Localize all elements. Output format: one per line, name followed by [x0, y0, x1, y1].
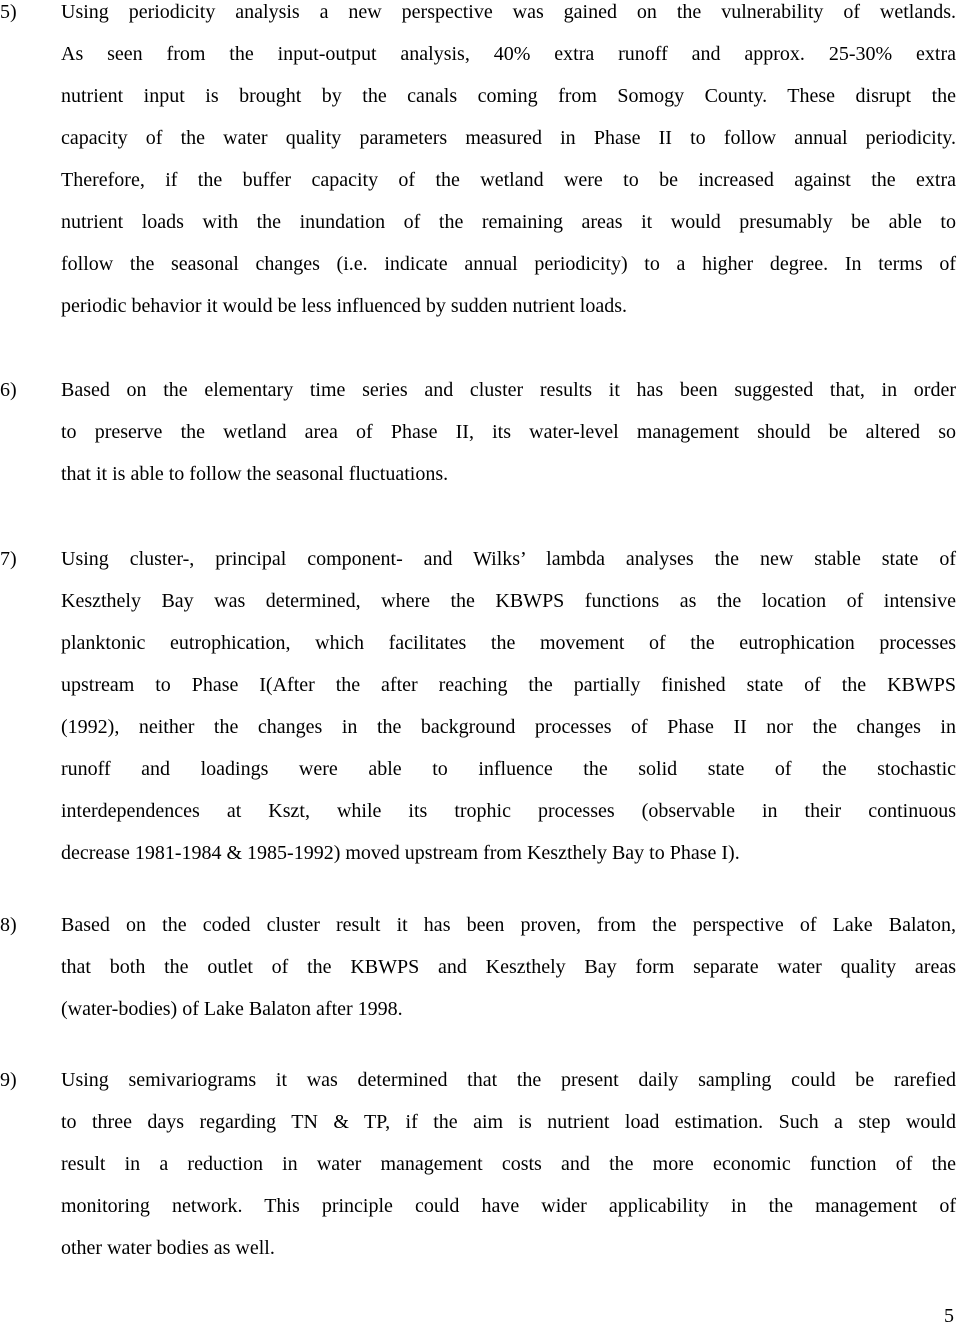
text-line: Based on the coded cluster result it has been proven, from the perspective of Lake Balaton, [61, 914, 956, 936]
text-line: to three days regarding TN & TP, if the aim is nutrient load estimation. Such a step would [61, 1111, 956, 1133]
paragraph [61, 0, 956, 327]
paragraph [61, 538, 956, 874]
item-number: 5) [0, 1, 17, 23]
text-line: Based on the elementary time series and cluster results it has been suggested that, in order [61, 379, 956, 401]
item-number: 6) [0, 379, 17, 401]
text-line: Using periodicity analysis a new perspective was gained on the vulnerability of wetlands. [61, 1, 956, 23]
text-line: result in a reduction in water management costs and the more economic function of the [61, 1153, 956, 1175]
text-line: runoff and loadings were able to influence the solid state of the stochastic [61, 758, 956, 780]
text-line: Therefore, if the buffer capacity of the wetland were to be increased against the extra [61, 169, 956, 191]
text-line: to preserve the wetland area of Phase II, its water-level management should be altered so [61, 421, 956, 443]
text-line: Using cluster-, principal component- and Wilks’ lambda analyses the new stable state of [61, 548, 956, 570]
text-line: other water bodies as well. [61, 1237, 275, 1259]
text-line: Keszthely Bay was determined, where the KBWPS functions as the location of intensive [61, 590, 956, 612]
text-line: planktonic eutrophication, which facilitates the movement of the eutrophication processes [61, 632, 956, 654]
text-line: that it is able to follow the seasonal fluctuations. [61, 463, 449, 485]
text-line: As seen from the input-output analysis, 40% extra runoff and approx. 25-30% extra [61, 43, 956, 65]
text-line: upstream to Phase I(After the after reaching the partially finished state of the KBWPS [61, 674, 956, 696]
text-line: nutrient loads with the inundation of the remaining areas it would presumably be able to [61, 211, 956, 233]
text-line: follow the seasonal changes (i.e. indicate annual periodicity) to a higher degree. In terms of [61, 253, 956, 275]
text-line: interdependences at Kszt, while its trophic processes (observable in their continuous [61, 800, 956, 822]
text-line: capacity of the water quality parameters measured in Phase II to follow annual periodicity. [61, 127, 956, 149]
paragraph [61, 369, 956, 495]
page-number: 5 [944, 1305, 954, 1327]
text-line: monitoring network. This principle could have wider applicability in the management of [61, 1195, 956, 1217]
text-line: that both the outlet of the KBWPS and Keszthely Bay form separate water quality areas [61, 956, 956, 978]
text-line: (1992), neither the changes in the background processes of Phase II nor the changes in [61, 716, 956, 738]
paragraph [61, 1059, 956, 1269]
item-number: 9) [0, 1069, 17, 1091]
text-line: periodic behavior it would be less influenced by sudden nutrient loads. [61, 295, 627, 317]
text-line: Using semivariograms it was determined that the present daily sampling could be rarefied [61, 1069, 956, 1091]
item-number: 8) [0, 914, 17, 936]
text-line: decrease 1981-1984 & 1985-1992) moved upstream from Keszthely Bay to Phase I). [61, 842, 740, 864]
paragraph [61, 904, 956, 1030]
item-number: 7) [0, 548, 17, 570]
text-line: (water-bodies) of Lake Balaton after 1998. [61, 998, 403, 1020]
text-line: nutrient input is brought by the canals coming from Somogy County. These disrupt the [61, 85, 956, 107]
